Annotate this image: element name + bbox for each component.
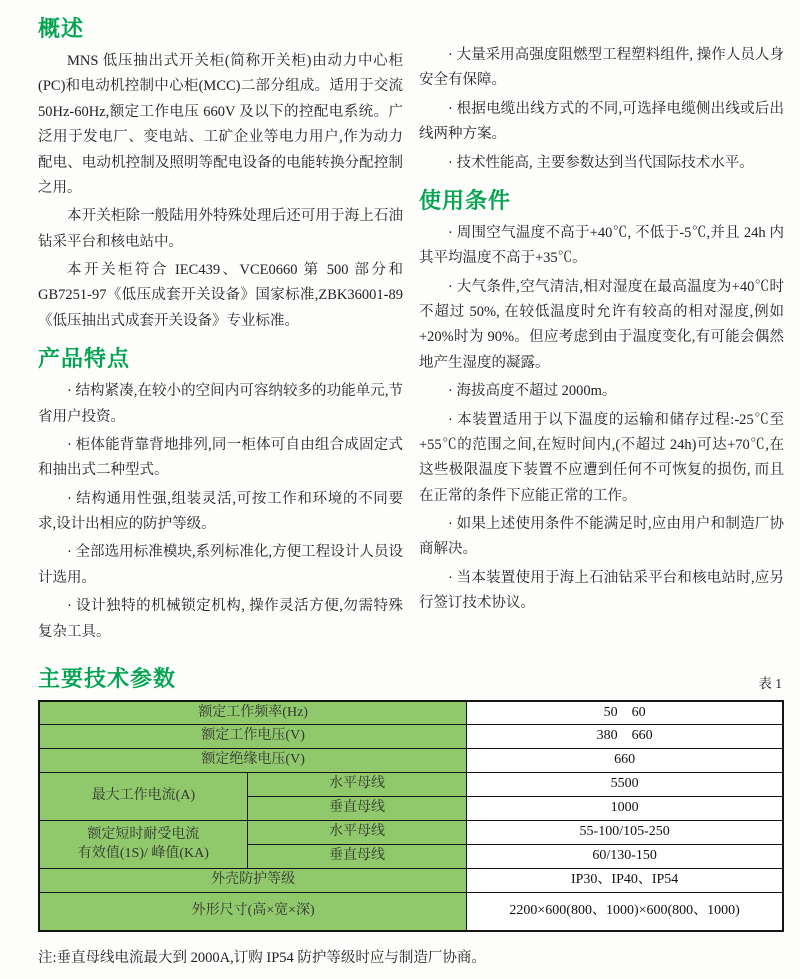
param-label-cell: 最大工作电流(A): [39, 773, 247, 821]
param-value-cell: 1000: [467, 797, 783, 821]
feature-item: · 全部选用标准模块,系列标准化,方便工程设计人员设计选用。: [38, 544, 403, 586]
param-label-cell: 外形尺寸(高×宽×深): [39, 893, 467, 931]
feature-item: · 大量采用高强度阻燃型工程塑料组件, 操作人员人身安全有保障。: [419, 47, 784, 89]
table-row: [39, 893, 783, 931]
param-value-cell: 5500: [467, 773, 783, 797]
left-column: [38, 12, 403, 648]
param-label-line: 额定短时耐受电流: [87, 826, 200, 842]
table-note: 注:垂直母线电流最大到 2000A,订购 IP54 防护等级时应与制造厂协商。: [38, 949, 486, 966]
right-column: [419, 12, 784, 648]
param-label-cell: 外壳防护等级: [39, 869, 467, 893]
technical-parameters-table: [38, 700, 784, 932]
feature-item: · 结构通用性强,组装灵活,可按工作和环境的不同要求,设计出相应的防护等级。: [38, 490, 403, 532]
parameters-header: [38, 662, 784, 693]
feature-item: · 技术性能高, 主要参数达到当代国际技术水平。: [448, 154, 754, 171]
param-sublabel-cell: 水平母线: [247, 773, 466, 797]
condition-item: · 如果上述使用条件不能满足时,应由用户和制造厂协商解决。: [419, 516, 784, 558]
param-sublabel-cell: 垂直母线: [247, 797, 466, 821]
param-sublabel-cell: 垂直母线: [247, 845, 466, 869]
conditions-heading: 使用条件: [419, 187, 512, 213]
param-label-cell: 额定工作频率(Hz): [39, 701, 467, 725]
overview-paragraph: 本开关柜符合 IEC439、VCE0660 第 500 部分和 GB7251-97《低压成套开关设备》国家标准,ZBK36001-89《低压抽出式成套开关设备》专业标准。: [38, 262, 403, 329]
param-label-line: 有效值(1S)/ 峰值(KA): [77, 845, 209, 861]
param-value-cell: IP30、IP40、IP54: [467, 869, 783, 893]
param-value-cell: 380 660: [467, 725, 783, 749]
param-sublabel-cell: 水平母线: [247, 821, 466, 845]
table-row: [39, 773, 783, 797]
table-caption: 表 1: [758, 675, 782, 691]
parameters-heading: 主要技术参数: [38, 665, 177, 691]
param-label-cell: [39, 821, 247, 869]
param-label-cell: 额定工作电压(V): [39, 725, 467, 749]
overview-paragraph: MNS 低压抽出式开关柜(简称开关柜)由动力中心柜(PC)和电动机控制中心柜(MCC)二部分组成。适用于交流 50Hz-60Hz,额定工作电压 660V 及以下的控配电系统。广泛用于发电厂、变电站、工矿企业等电力用户,作为动力配电、电动机控制及照明等配电设备的电能转换分配控制之用。: [38, 53, 403, 196]
condition-item: · 本装置适用于以下温度的运输和储存过程:-25℃至+55℃的范围之间,在短时间内,(不超过 24h)可达+70℃,在这些极限温度下装置不应遭到任何不可恢复的损伤, 而且在正常的条件下应能正常的工作。: [419, 411, 784, 504]
table-row: [39, 749, 783, 773]
condition-item: · 海拔高度不超过 2000m。: [448, 383, 617, 400]
feature-item: · 结构紧凑,在较小的空间内可容纳较多的功能单元,节省用户投资。: [38, 383, 403, 425]
condition-item: · 当本装置使用于海上石油钻采平台和核电站时,应另行签订技术协议。: [419, 569, 784, 612]
feature-item: · 根据电缆出线方式的不同,可选择电缆侧出线或后出线两种方案。: [419, 100, 784, 143]
param-value-cell: 660: [467, 749, 783, 773]
overview-heading: 概述: [38, 16, 85, 41]
param-value-cell: 50 60: [467, 701, 783, 725]
table-row: [39, 701, 783, 725]
table-row: [39, 869, 783, 893]
features-heading: 产品特点: [38, 346, 131, 372]
param-value-cell: 60/130-150: [467, 845, 783, 869]
table-row: [39, 821, 783, 845]
param-label-cell: 额定绝缘电压(V): [39, 749, 467, 773]
two-column-text-area: [38, 12, 784, 648]
feature-item: · 柜体能背靠背地排列,同一柜体可自由组合成固定式和抽出式二种型式。: [38, 436, 403, 479]
condition-item: · 大气条件,空气清洁,相对湿度在最高温度为+40℃时不超过 50%, 在较低温度时允许有较高的相对湿度,例如+20%时为 90%。但应考虑到由于温度变化,有可能会偶然地产生湿度的凝露。: [419, 278, 784, 371]
feature-item: · 设计独特的机械锁定机构, 操作灵活方便,勿需特殊复杂工具。: [38, 598, 403, 640]
param-value-cell: 55-100/105-250: [467, 821, 783, 845]
condition-item: · 周围空气温度不高于+40℃, 不低于-5℃,并且 24h 内其平均温度不高于+35℃。: [419, 224, 784, 267]
param-value-cell: 2200×600(800、1000)×600(800、1000): [467, 893, 783, 931]
overview-paragraph: 本开关柜除一般陆用外特殊处理后还可用于海上石油钻采平台和核电站中。: [38, 208, 403, 250]
table-row: [39, 725, 783, 749]
